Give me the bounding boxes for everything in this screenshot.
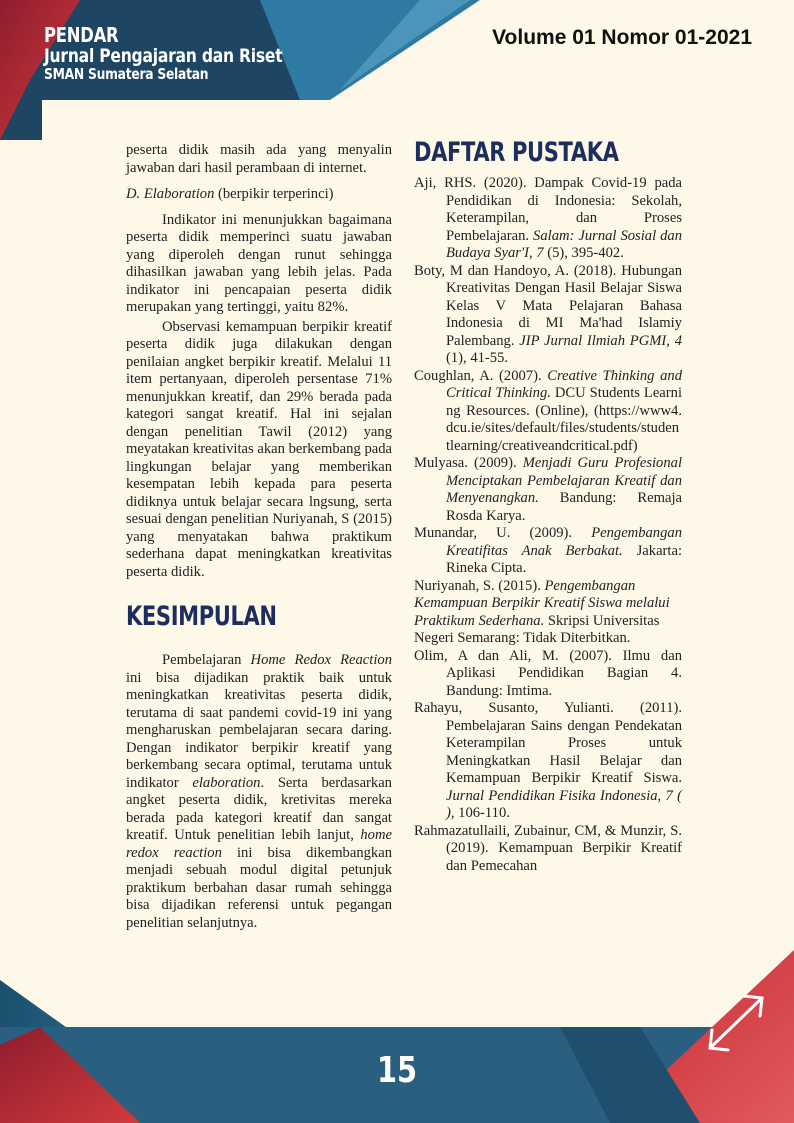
right-column bbox=[414, 139, 682, 875]
journal-masthead bbox=[44, 25, 282, 82]
reference-item: Aji, RHS. (2020). Dampak Covid-19 pada Pendidikan di Indonesia: Sekolah, Keterampilan, dan Proses Pembelajaran. Salam: Jurnal Sosial dan Budaya Syar'I, 7 (5), 395-402. bbox=[414, 175, 682, 261]
reference-item: Mulyasa. (2009). Menjadi Guru Profesional Menciptakan Pembelajaran Kreatif dan Menyenangkan. Bandung: Remaja Rosda Karya. bbox=[414, 455, 682, 524]
volume-label: Volume 01 Nomor 01-2021 bbox=[492, 26, 752, 49]
left-column bbox=[126, 142, 392, 932]
reference-item: Boty, M dan Handoyo, A. (2018). Hubungan Kreativitas Dengan Hasil Belajar Siswa Kelas V Mata Pelajaran Bahasa Indonesia di MI Ma'had Islamiy Palembang. JIP Jurnal Ilmiah PGMI, 4 (1), 41-55. bbox=[414, 262, 682, 366]
journal-short-name: PENDAR bbox=[44, 23, 119, 47]
paragraph: Observasi kemampuan berpikir kreatif peserta didik juga dilakukan dengan penilaian angket berpikir kreatif. Melalui 11 item pertanyaan, diperoleh persentase 71% menunjukkan kreatif, dan 29% berada pada kategori sangat kreatif. Hal ini sejalan dengan penelitian Tawil (2012) yang meyatakan kreativitas akan berkembang pada lingkungan belajar yang memberikan kesempatan lebih kepada para peserta didiknya untuk belajar secara lngsung, serta sesuai dengan penelitian Nuriyanah, S (2015) yang menyatakan bahwa praktikum sederhana dapat meningkatkan kreativitas peserta didik. bbox=[126, 318, 392, 580]
reference-item: Olim, A dan Ali, M. (2007). Ilmu dan Aplikasi Pendidikan Bagian 4. Bandung: Imtima. bbox=[414, 647, 682, 699]
section-heading-daftar-pustaka: DAFTAR PUSTAKA bbox=[414, 137, 619, 168]
reference-item: Rahayu, Susanto, Yulianti. (2011). Pembelajaran Sains dengan Pendekatan Keterampilan Proses untuk Meningkatkan Hasil Belajar dan Kemampuan Berpikir Kreatif Siswa. Jurnal Pendidikan Fisika Indonesia, 7 ( ), 106-110. bbox=[414, 700, 682, 821]
journal-name: Jurnal Pengajaran dan Riset bbox=[44, 45, 283, 67]
subsection-title bbox=[126, 186, 392, 204]
subsection-label: D. Elaboration bbox=[126, 186, 215, 202]
page-number: 15 bbox=[376, 1050, 418, 1091]
paragraph: Indikator ini menunjukkan bagaimana peserta didik memperinci suatu jawaban yang diperoleh dengan runut sehingga dihasilkan jawaban yang lebih jelas. Pada indikator ini pencapaian peserta didik merupakan yang tertinggi, yaitu 82%. bbox=[126, 211, 392, 315]
conclusion-paragraph: Pembelajaran Home Redox Reaction ini bisa dijadikan praktik baik untuk meningkatkan kreativitas peserta didik, terutama di saat pandemi covid-19 ini yang mengharuskan pembelajaran secara daring. Dengan indikator berpikir kreatif yang berkembang secara optimal, terutama untuk indikator elaboration. Serta berdasarkan angket peserta didik, kretivitas mereka berada pada kategori kreatif dan sangat kreatif. Untuk penelitian lebih lanjut, home redox reaction ini bisa dikembangkan menjadi sebuah modul digital petunjuk praktikum berbahan dasar rumah sehingga bisa dijadikan referensi untuk pegangan penelitian selanjutnya. bbox=[126, 652, 392, 931]
paragraph: peserta didik masih ada yang menyalin jawaban dari hasil perambaan di internet. bbox=[126, 142, 392, 176]
reference-item: Coughlan, A. (2007). Creative Thinking and Critical Thinking. DCU Students Learning Resources. (Online), (https://www4.dcu.ie/sites/default/files/students/studentlearning/creativeandcritical.pdf) bbox=[414, 367, 682, 454]
reference-item: Munandar, U. (2009). Pengembangan Kreatifitas Anak Berbakat. Jakarta: Rineka Cipta. bbox=[414, 525, 682, 576]
institution-name: SMAN Sumatera Selatan bbox=[44, 65, 209, 83]
reference-item: Rahmazatullaili, Zubainur, CM, & Munzir, S. (2019). Kemampuan Berpikir Kreatif dan Pemecahan bbox=[414, 822, 682, 874]
reference-item: Nuriyanah, S. (2015). Pengembangan Kemampuan Berpikir Kreatif Siswa melalui Praktikum Sederhana. Skripsi Universitas Negeri Semarang: Tidak Diterbitkan. bbox=[414, 577, 670, 646]
subsection-note: (berpikir terperinci) bbox=[214, 186, 334, 202]
section-heading-kesimpulan: KESIMPULAN bbox=[126, 601, 277, 632]
